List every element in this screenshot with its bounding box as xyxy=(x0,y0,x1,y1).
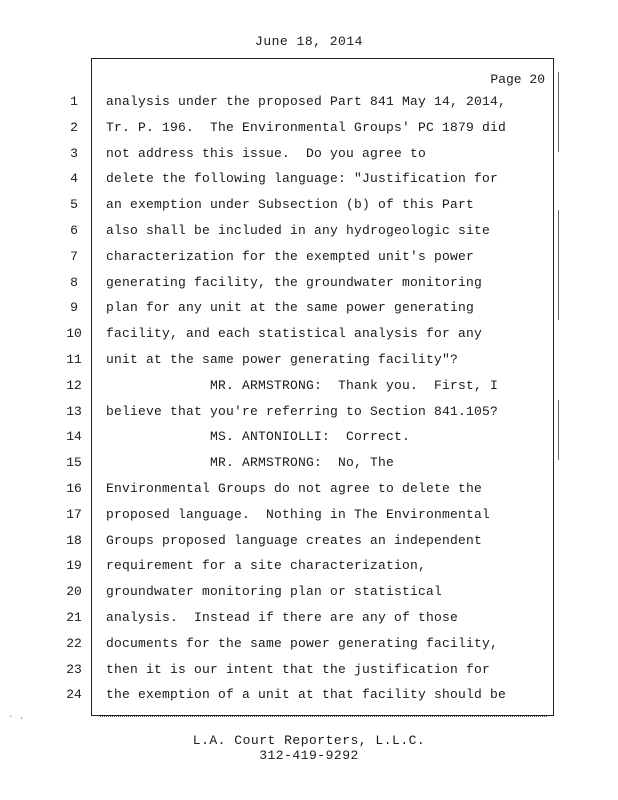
transcript-line: an exemption under Subsection (b) of this Part xyxy=(106,197,475,212)
transcript-line: facility, and each statistical analysis for any xyxy=(106,326,483,341)
transcript-line: unit at the same power generating facility"? xyxy=(106,352,459,367)
transcript-line: analysis. Instead if there are any of those xyxy=(106,610,459,625)
transcript-line: then it is our intent that the justification for xyxy=(106,662,491,677)
transcript-line: Environmental Groups do not agree to delete the xyxy=(106,481,483,496)
header-date: June 18, 2014 xyxy=(255,34,363,49)
line-number: 21 xyxy=(66,610,82,625)
footer-phone: 312-419-9292 xyxy=(259,748,359,763)
transcript-line: MR. ARMSTRONG: No, The xyxy=(106,455,395,470)
line-number: 13 xyxy=(66,404,82,419)
line-number: 6 xyxy=(70,223,78,238)
line-number: 15 xyxy=(66,455,82,470)
line-number: 5 xyxy=(70,197,78,212)
transcript-line: generating facility, the groundwater monitoring xyxy=(106,275,483,290)
transcript-line: the exemption of a unit at that facility should be xyxy=(106,687,507,702)
transcript-line: delete the following language: "Justification for xyxy=(106,171,499,186)
line-number: 16 xyxy=(66,481,82,496)
transcript-line: groundwater monitoring plan or statistical xyxy=(106,584,443,599)
transcript-line: MR. ARMSTRONG: Thank you. First, I xyxy=(106,378,499,393)
line-number: 22 xyxy=(66,636,82,651)
line-number: 2 xyxy=(70,120,78,135)
transcript-line: Tr. P. 196. The Environmental Groups' PC 1879 did xyxy=(106,120,507,135)
transcript-line: believe that you're referring to Section 841.105? xyxy=(106,404,499,419)
line-number: 12 xyxy=(66,378,82,393)
line-number: 19 xyxy=(66,558,82,573)
binding-margin-mark xyxy=(558,72,559,152)
page-number: Page 20 xyxy=(490,72,545,87)
line-number: 20 xyxy=(66,584,82,599)
transcript-line: Groups proposed language creates an independent xyxy=(106,533,483,548)
line-number: 23 xyxy=(66,662,82,677)
line-number: 8 xyxy=(70,275,78,290)
line-number: 9 xyxy=(70,300,78,315)
line-number: 14 xyxy=(66,429,82,444)
line-number: 3 xyxy=(70,146,78,161)
binding-margin-mark xyxy=(558,400,559,460)
line-number: 11 xyxy=(66,352,82,367)
line-number: 18 xyxy=(66,533,82,548)
transcript-line: analysis under the proposed Part 841 May 14, 2014, xyxy=(106,94,507,109)
transcript-line: characterization for the exempted unit's power xyxy=(106,249,475,264)
scan-speck: · . xyxy=(8,712,25,722)
transcript-line: MS. ANTONIOLLI: Correct. xyxy=(106,429,411,444)
footer-company: L.A. Court Reporters, L.L.C. xyxy=(192,733,426,748)
transcript-line: plan for any unit at the same power generating xyxy=(106,300,475,315)
line-number: 4 xyxy=(70,171,78,186)
line-number: 24 xyxy=(66,687,82,702)
transcript-line: not address this issue. Do you agree to xyxy=(106,146,427,161)
binding-margin-mark xyxy=(558,210,559,320)
transcript-line: documents for the same power generating facility, xyxy=(106,636,499,651)
transcript-line: proposed language. Nothing in The Environmental xyxy=(106,507,491,522)
line-number: 7 xyxy=(70,249,78,264)
transcript-line: requirement for a site characterization, xyxy=(106,558,427,573)
transcript-line: also shall be included in any hydrogeologic site xyxy=(106,223,491,238)
line-number: 1 xyxy=(70,94,78,109)
line-number: 10 xyxy=(66,326,82,341)
line-number: 17 xyxy=(66,507,82,522)
